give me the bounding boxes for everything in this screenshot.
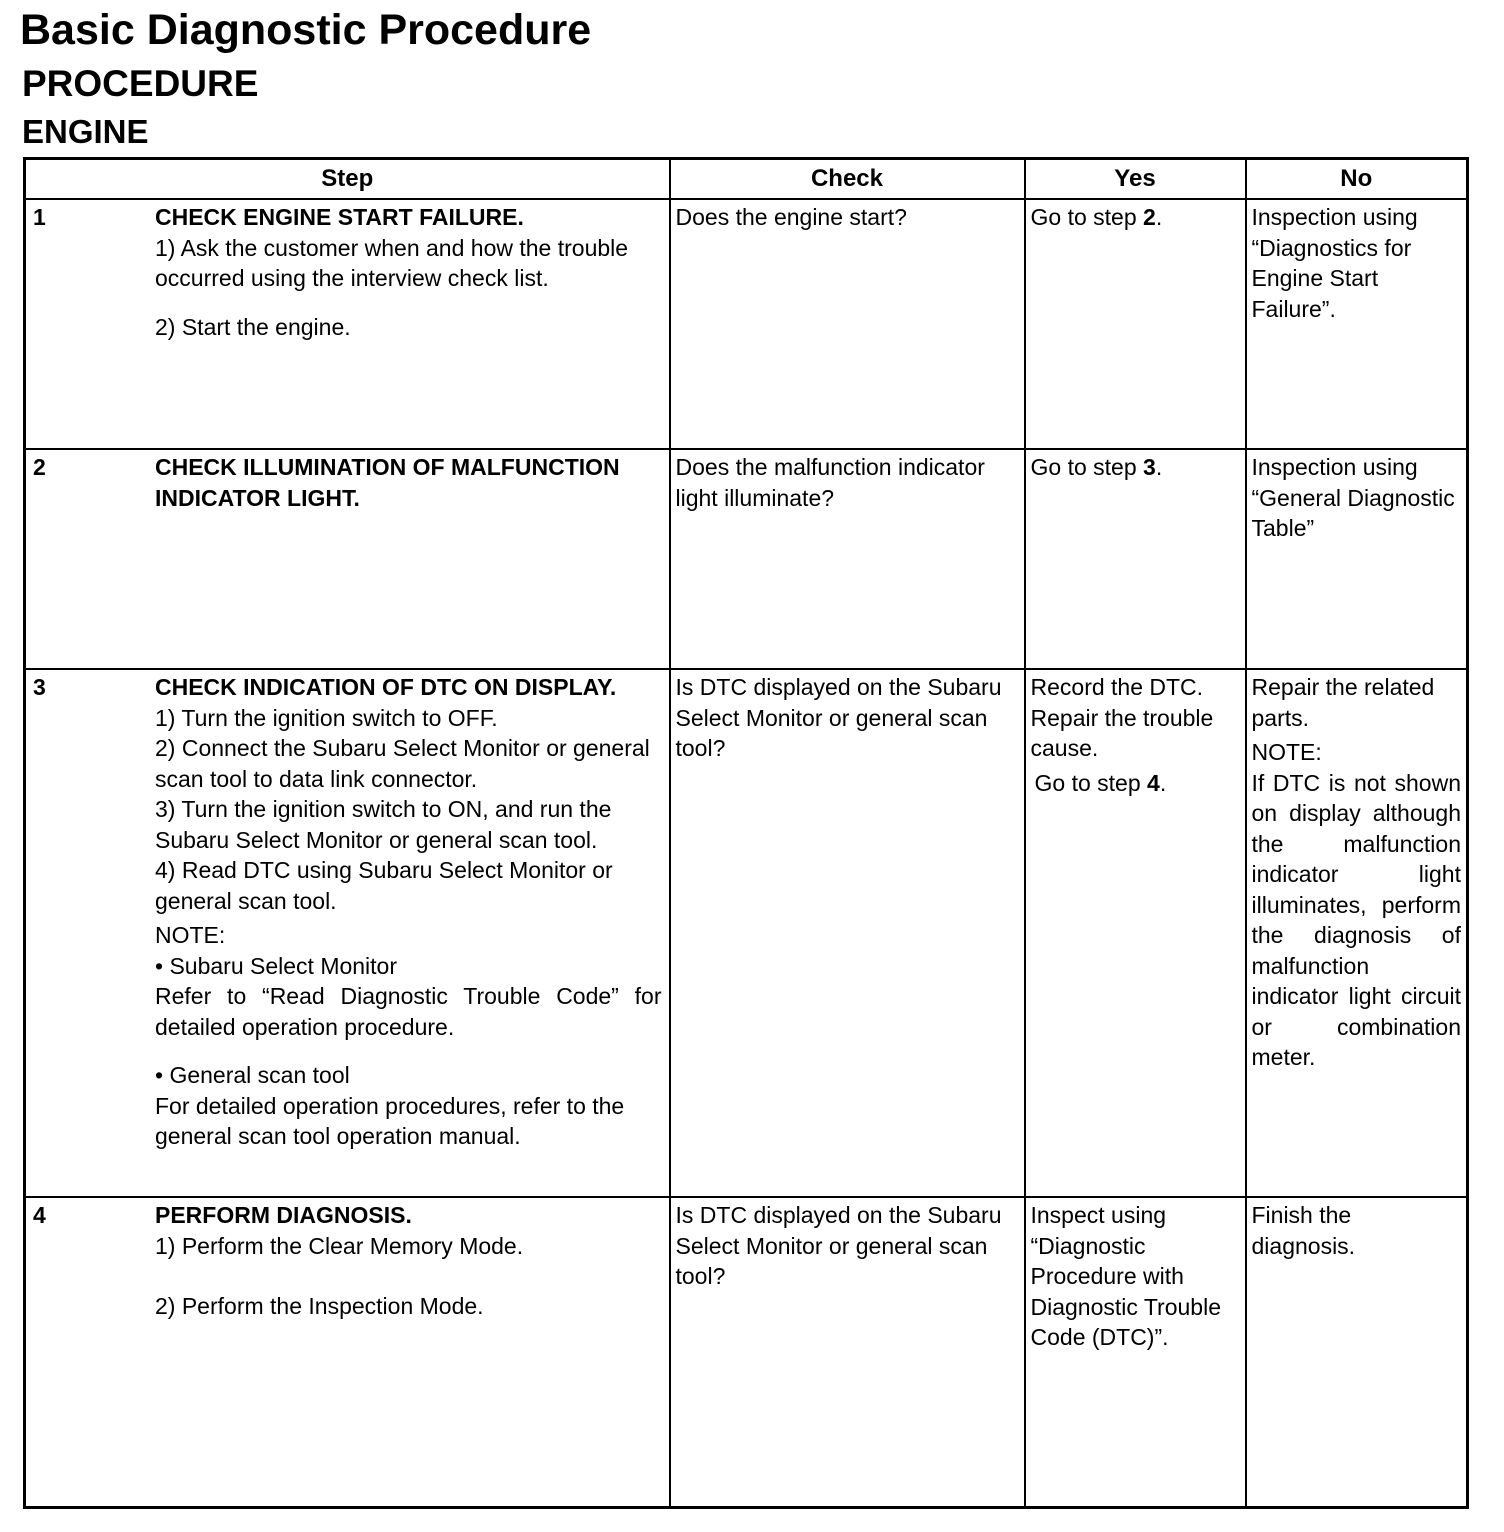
step-instruction: 1) Turn the ignition switch to OFF.: [155, 704, 498, 731]
note-text: Refer to “Read Diagnostic Trouble Code” for detailed operation procedure.: [155, 983, 662, 1040]
note-bullet: • Subaru Select Monitor: [155, 952, 398, 979]
check-cell: Does the malfunction indicator light illuminate?: [670, 449, 1025, 669]
table-header-row: [25, 159, 1468, 200]
yes-goto: [1031, 768, 1240, 799]
yes-text: Go to step: [1034, 769, 1148, 796]
step-number: 1: [33, 204, 46, 230]
step-title: CHECK INDICATION OF DTC ON DISPLAY.: [155, 674, 617, 700]
yes-text-suffix: .: [1155, 204, 1163, 230]
section-heading: ENGINE: [22, 113, 149, 150]
no-line: Repair the related parts.: [1251, 674, 1435, 731]
step-cell: [25, 199, 670, 449]
yes-cell: Inspect using “Diagnostic Procedure with Diagnostic Trouble Code (DTC)”.: [1025, 1197, 1246, 1508]
check-cell: Is DTC displayed on the Subaru Select Monitor or general scan tool?: [670, 669, 1025, 1197]
table-row: [25, 449, 1468, 669]
table-row: [25, 199, 1468, 449]
no-cell: Inspection using “General Diagnostic Table”: [1246, 449, 1468, 669]
yes-cell: [1025, 199, 1246, 449]
yes-text: Go to step: [1030, 454, 1144, 480]
no-cell: Inspection using “Diagnostics for Engine Start Failure”.: [1246, 199, 1468, 449]
no-note-text: If DTC is not shown on display although the malfunction indicator light illuminates, perform the diagnosis of malfunction indicator light circuit or combination meter.: [1251, 769, 1461, 1070]
page-subtitle: PROCEDURE: [22, 63, 259, 104]
yes-text-suffix: .: [1159, 769, 1167, 796]
check-cell: Is DTC displayed on the Subaru Select Monitor or general scan tool?: [670, 1197, 1025, 1508]
no-cell: Finish the diagnosis.: [1246, 1197, 1468, 1508]
step-instruction: 1) Ask the customer when and how the trouble occurred using the interview check list.: [155, 234, 629, 291]
step-title: CHECK ILLUMINATION OF MALFUNCTION INDICATOR LIGHT.: [155, 454, 620, 511]
step-reference: 2: [1143, 204, 1156, 230]
yes-text-suffix: .: [1155, 454, 1163, 480]
column-header-step: Step: [25, 159, 670, 200]
step-reference: 3: [1143, 454, 1156, 480]
yes-cell: [1025, 669, 1246, 1197]
table-row: [25, 1197, 1468, 1508]
table-row: [25, 669, 1468, 1197]
no-note-label: NOTE:: [1251, 739, 1322, 765]
step-instruction: 2) Start the engine.: [155, 313, 351, 340]
step-number: 3: [33, 674, 46, 700]
step-title: CHECK ENGINE START FAILURE.: [155, 204, 524, 230]
no-cell: [1246, 669, 1468, 1197]
step-title: PERFORM DIAGNOSIS.: [155, 1202, 412, 1228]
step-cell: [25, 449, 670, 669]
note-text: For detailed operation procedures, refer to the general scan tool operation manual.: [155, 1092, 625, 1149]
yes-line: Record the DTC.: [1030, 674, 1204, 700]
step-cell: [25, 669, 670, 1197]
step-instruction: 4) Read DTC using Subaru Select Monitor or general scan tool.: [155, 857, 613, 914]
yes-cell: [1025, 449, 1246, 669]
column-header-yes: Yes: [1025, 159, 1246, 200]
check-cell: Does the engine start?: [670, 199, 1025, 449]
step-cell: [25, 1197, 670, 1508]
page-title: Basic Diagnostic Procedure: [20, 6, 592, 54]
step-instruction: 1) Perform the Clear Memory Mode.: [155, 1232, 524, 1259]
note-bullet: • General scan tool: [155, 1062, 350, 1088]
yes-line: Repair the trouble cause.: [1030, 704, 1214, 761]
procedure-table: [23, 157, 1469, 1509]
step-number: 2: [33, 454, 46, 480]
step-number: 4: [33, 1202, 46, 1228]
column-header-no: No: [1246, 159, 1468, 200]
column-header-check: Check: [670, 159, 1025, 200]
yes-text: Go to step: [1030, 204, 1144, 230]
step-instruction: 2) Connect the Subaru Select Monitor or general scan tool to data link connector.: [155, 735, 650, 792]
step-instruction: 2) Perform the Inspection Mode.: [155, 1293, 484, 1319]
note-label: NOTE:: [155, 922, 226, 948]
step-instruction: 3) Turn the ignition switch to ON, and run the Subaru Select Monitor or general scan tool.: [155, 796, 612, 853]
step-reference: 4: [1147, 769, 1160, 796]
